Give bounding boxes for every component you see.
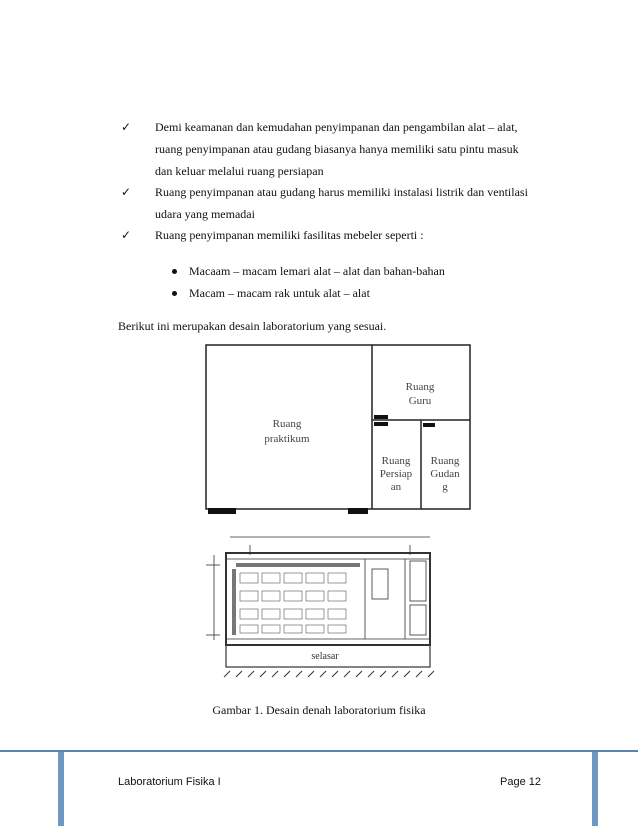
corridor-label: selasar <box>311 651 339 662</box>
checkmark-icon: ✓ <box>121 185 132 199</box>
checklist-item <box>121 181 551 225</box>
bullet-text: Macaam – macam lemari alat – alat dan bahan-bahan <box>189 264 445 278</box>
bullet-item <box>172 284 370 302</box>
room-label-guru: Ruang <box>405 381 435 393</box>
figure-caption: Gambar 1. Desain denah laboratorium fisika <box>212 703 426 717</box>
bullet-icon <box>172 269 177 274</box>
room-label-gudang: Gudan <box>430 468 460 480</box>
checkmark-icon: ✓ <box>121 120 132 134</box>
checklist-line: Ruang penyimpanan memiliki fasilitas mebeler seperti : <box>155 228 424 242</box>
bullet-text: Macam – macam rak untuk alat – alat <box>189 286 370 300</box>
checklist-line: Demi keamanan dan kemudahan penyimpanan dan pengambilan alat – alat, <box>155 120 518 134</box>
room-label-persiapan: Persiap <box>379 468 413 480</box>
footer-left-bar <box>58 752 64 826</box>
room-layout-diagram <box>200 342 480 517</box>
checklist-line: Ruang penyimpanan atau gudang harus memiliki instalasi listrik dan ventilasi <box>155 185 528 199</box>
room-label-gudang: Ruang <box>430 455 460 467</box>
floor-plan-diagram <box>200 525 450 685</box>
checkmark-icon: ✓ <box>121 228 132 242</box>
footer-divider <box>0 750 638 752</box>
checklist-line: udara yang memadai <box>155 207 255 221</box>
footer-right-bar <box>592 752 598 826</box>
footer-title: Laboratorium Fisika I <box>118 776 221 788</box>
room-label-gudang: g <box>442 481 448 493</box>
room-label-guru: Guru <box>408 395 432 407</box>
checklist-item <box>121 224 551 246</box>
intro-paragraph: Berikut ini merupakan desain laboratorium yang sesuai. <box>118 319 387 333</box>
bullet-item <box>172 262 445 280</box>
room-label-persiapan: Ruang <box>381 455 411 467</box>
room-label-persiapan: an <box>390 481 402 493</box>
checklist-line: ruang penyimpanan atau gudang biasanya hanya memiliki satu pintu masuk <box>155 142 519 156</box>
room-label-praktikum: Ruang <box>272 418 302 430</box>
page-number: Page 12 <box>500 776 541 788</box>
checklist-item <box>121 116 551 182</box>
checklist-line: dan keluar melalui ruang persiapan <box>155 164 324 178</box>
bullet-icon <box>172 291 177 296</box>
room-label-praktikum: praktikum <box>264 433 310 445</box>
